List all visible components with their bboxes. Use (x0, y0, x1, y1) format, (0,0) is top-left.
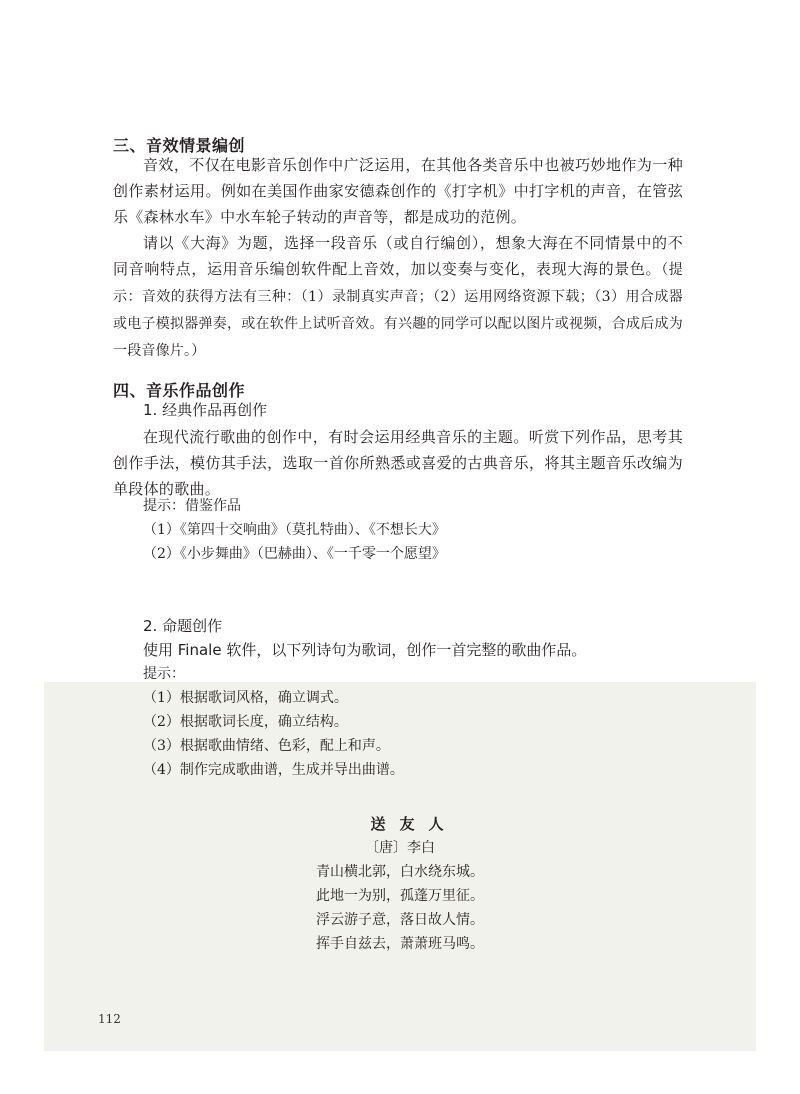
step-item-1: （1）根据歌词风格，确立调式。 (143, 690, 348, 706)
poem-line-2: 此地一为别，孤蓬万里征。 (316, 888, 484, 904)
step-item-2: （2）根据歌词长度，确立结构。 (143, 714, 348, 730)
page-number: 112 (98, 1012, 121, 1026)
paragraph-2-main-text: 请以《大海》为题，选择一段音乐（或自行编创），想象大海在不同情景中的不同音响特点，运用音乐编创软件配上音效，加以变奏与变化，表现大海的景色。 (113, 234, 683, 278)
poem-title: 送友人 (370, 815, 458, 833)
subsection-1-paragraph: 在现代流行歌曲的创作中，有时会运用经典音乐的主题。听赏下列作品，思考其创作手法，模仿其手法，选取一首你所熟悉或喜爱的古典音乐，将其主题音乐改编为单段体的歌曲。 (113, 428, 683, 498)
subsection-1-hint-label: 提示：借鉴作品 (143, 498, 241, 514)
hint-item-2: （2）《小步舞曲》（巴赫曲）、《一千零一个愿望》 (143, 546, 446, 562)
subsection-1-title: 1. 经典作品再创作 (143, 401, 268, 419)
poem-line-4: 挥手自兹去，萧萧班马鸣。 (316, 936, 484, 952)
step-item-3: （3）根据歌曲情绪、色彩，配上和声。 (143, 738, 390, 754)
section-3-paragraph-2 (113, 230, 683, 364)
subsection-2-intro: 使用 Finale 软件，以下列诗句为歌词，创作一首完整的歌曲作品。 (143, 641, 587, 659)
hint-item-1: （1）《第四十交响曲》（莫扎特曲）、《不想长大》 (143, 522, 446, 538)
poem-line-3: 浮云游子意，落日故人情。 (316, 912, 484, 928)
section-3-paragraph-1: 音效，不仅在电影音乐创作中广泛运用，在其他各类音乐中也被巧妙地作为一种创作素材运用。例如在美国作曲家安德森创作的《打字机》中打字机的声音，在管弦乐《森林水车》中水车轮子转动的声音等，都是成功的范例。 (113, 156, 683, 226)
subsection-2-hint-label: 提示： (143, 666, 185, 682)
step-item-4: （4）制作完成歌曲谱，生成并导出曲谱。 (143, 762, 404, 778)
poem-line-1: 青山横北郭，白水绕东城。 (316, 864, 484, 880)
section-3-heading: 三、音效情景编创 (113, 136, 246, 155)
poem-author: 〔唐〕李白 (365, 840, 435, 856)
subsection-2-title: 2. 命题创作 (143, 617, 223, 635)
section-4-heading: 四、音乐作品创作 (113, 381, 246, 400)
paragraph-2-note: （提示：音效的获得方法有三种：（1）录制真实声音；（2）运用网络资源下载；（3）用合成器或电子模拟器弹奏，或在软件上试听音效。有兴趣的同学可以配以图片或视频，合成后成为一段音像片。） (113, 262, 683, 359)
